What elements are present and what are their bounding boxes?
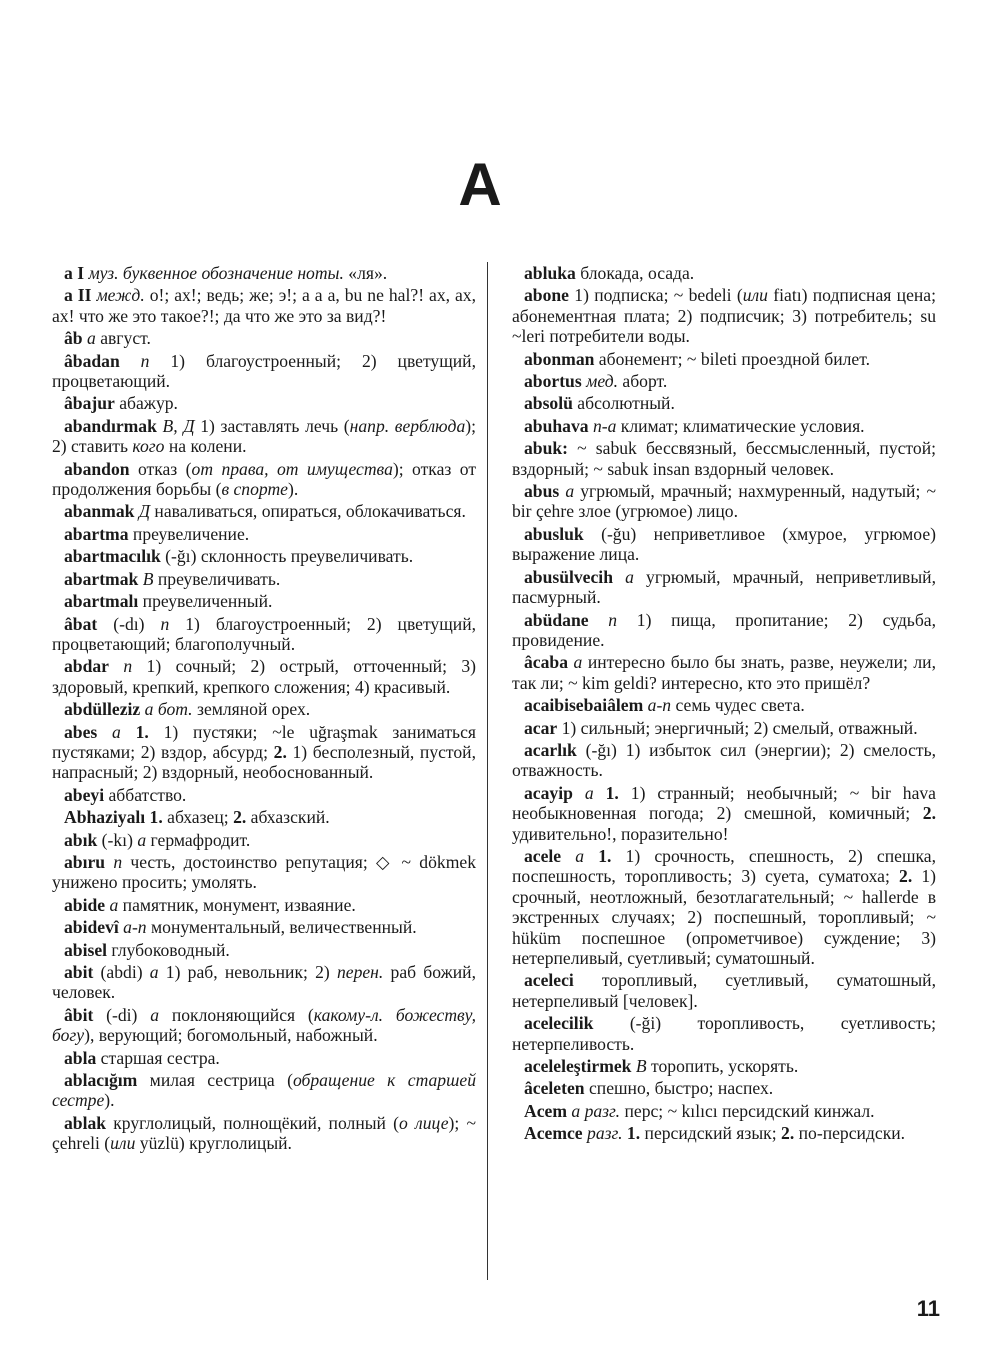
entry-text [589,610,609,630]
headword: abla [64,1047,97,1068]
entry-text: памятник, монумент, изваяние. [118,894,356,915]
entry-text: аббатство. [104,784,187,805]
dictionary-entry [512,438,936,479]
dictionary-entry [52,393,476,413]
entry-text: a [87,328,96,349]
entry-text: (-di) [93,1004,151,1025]
entry-text: n [123,656,133,677]
headword: abusülvecih [524,566,613,587]
entry-text: n [160,613,170,634]
entry-text: какому-л. божеству, богу [52,1004,476,1046]
dictionary-entry [512,783,936,844]
headword: âcaba [524,652,568,673]
entry-text: a бот. [144,699,193,720]
entry-text: о!; ах!; ведь; же; э!; а а а, bu ne hal?! ах, ах, ах! что же это такое?!; да что же это за вид?! [52,285,477,326]
headword: abartmak [64,568,139,589]
dictionary-entry [512,846,936,968]
entry-text: муз. буквенное обозначение ноты. [88,263,344,283]
entry-text: раб божий, человек. [52,962,476,1003]
headword: âceleten [524,1078,585,1099]
entry-text: круглолицый, полнощёкий, полный ( [106,1112,400,1133]
headword: ablak [64,1112,107,1133]
dictionary-entry [52,351,476,392]
headword: Acemce [524,1123,583,1144]
headword: abisel [64,939,108,960]
headword: acaibisebaiâlem [524,695,644,716]
entry-text [584,846,598,866]
dictionary-entry [512,263,936,283]
headword: abandon [64,458,130,479]
entry-text: «ля». [343,263,388,283]
entry-text: В [635,1056,647,1077]
dictionary-entry [512,1056,936,1076]
entry-text: 1) благоустроенный; 2) цветущий, процветающий. [52,350,476,392]
entry-text: абсолютный. [572,393,675,414]
headword: abuk: [524,438,569,459]
entry-text: абхазский. [246,807,330,828]
entry-text: разг. [587,1123,623,1144]
entry-text: абажур. [114,393,178,414]
headword: ablacığım [64,1070,138,1091]
entry-text [561,846,575,866]
entry-text: в спорте [221,479,288,500]
headword: aceleci [524,970,574,991]
entry-text: a разг. [571,1100,621,1121]
entry-text: a-n [647,695,672,716]
dictionary-entry [52,501,476,521]
entry-text: (-ğu) неприветливое (хмурое, угрюмое) выражение лица. [512,523,936,565]
entry-text: персидский язык; [640,1123,782,1144]
headword: abdülleziz [64,699,141,720]
entry-text: 1) благоустроенный; 2) цветущий, процветающий; благополучный. [52,613,477,654]
dictionary-entry [52,524,476,544]
entry-text: старшая сестра. [96,1047,220,1068]
entry-text: поклоняющийся ( [159,1004,314,1025]
entry-text: наваливаться, опираться, облокачиваться. [150,501,466,522]
entry-text: абхазец; [162,807,234,828]
section-letter: A [458,151,502,218]
dictionary-entry [512,524,936,565]
entry-text: монументальный, величественный. [146,917,417,938]
headword: âbat [64,613,98,634]
dictionary-entry [52,1048,476,1068]
headword: acayip [524,782,573,803]
entry-text: n [113,851,123,872]
entry-text: a-n [123,917,147,938]
entry-text: a [584,782,594,803]
entry-text: 1) сочный; 2) острый, отточенный; 3) здоровый, крепкий, крепкого сложения; 4) красивый. [52,656,476,697]
dictionary-entry [52,656,476,697]
dictionary-entry [52,546,476,566]
entry-text: a [149,962,159,982]
entry-text [121,722,136,742]
dictionary-entry [52,1070,476,1111]
left-column [52,263,476,1156]
entry-text: или [742,285,768,306]
entry-text: (-kı) [97,829,138,850]
headword: acarlık [524,739,577,760]
entry-text: перс; ~ kılıcı персидский кинжал. [620,1100,875,1121]
dictionary-entry [52,785,476,805]
dictionary-entry [52,917,476,937]
entry-text: аборт. [618,371,668,392]
dictionary-entry [512,1013,936,1054]
entry-text: кого [132,436,165,457]
entry-text: межд. [96,285,145,306]
entry-text: спешно, быстро; наспех. [584,1078,774,1099]
entry-text: ). [104,1090,115,1111]
dictionary-entry [512,481,936,522]
entry-text: ); 2) ставить [52,415,476,457]
entry-text: угрюмый, мрачный, неприветливый, пасмурный. [512,566,936,608]
dictionary-entry [512,740,936,781]
entry-text: (-ğı) 1) избыток сил (энергии); 2) смелость, отважность. [512,739,936,781]
entry-text: 1. [626,1123,641,1144]
entry-text: угрюмый, мрачный; нахмуренный, надутый; ~ bir çehre злое (угрюмое) лицо. [512,481,936,522]
entry-text: или [110,1133,136,1154]
headword: abonman [524,348,595,369]
entry-text: a [573,652,583,673]
entry-text: преувеличивать. [153,568,281,589]
entry-text: (abdi) [93,962,150,982]
entry-text: ), верующий; богомольный, набожный. [84,1025,378,1046]
dictionary-entry [512,416,936,436]
entry-text: от права, от имущества [191,458,393,479]
page-number: 11 [916,1296,940,1321]
entry-text: a [137,829,147,850]
right-column [512,263,936,1146]
entry-text: (-dı) [97,613,161,634]
dictionary-entry [52,1113,476,1154]
dictionary-entry [52,940,476,960]
dictionary-entry [512,610,936,651]
entry-text: a [112,721,121,742]
headword: abes [64,721,98,742]
entry-text: 1) подписка; ~ bedeli ( [568,285,743,306]
dictionary-entry [52,852,476,893]
dictionary-entry [52,569,476,589]
headword: Abhaziyalı [64,807,146,828]
dictionary-entry [512,567,936,608]
headword: abık [64,829,98,850]
headword: abartmacılık [64,546,161,567]
dictionary-entry [512,1123,936,1143]
entry-text: yüzlü) круглолицый. [135,1133,292,1154]
headword: abeyi [64,784,105,805]
headword: abit [64,962,94,982]
dictionary-entry [52,591,476,611]
entry-text: блокада, осада. [575,263,695,283]
entry-text: n-a [592,415,617,436]
entry-text: (-ği) торопливость, суетливость; нетерпеливость. [512,1013,936,1054]
entry-text: 1) срочный, неотложный, безотлагательный; ~ hallerde в экстренных случаях; 2) поспешный, торопливый; ~ hüküm поспешное (опрометчивое) суждение; 3) нетерпеливый, суетливый; суматошный. [512,866,936,968]
dictionary-entry [52,699,476,719]
headword: abone [524,285,569,306]
entry-text: 2. [233,807,247,828]
entry-text: 1) странный; необычный; ~ bir hava необыкновенная погода; 2) смешной, комичный; [512,782,936,824]
entry-text: семь чудес света. [671,695,805,716]
headword: abide [64,894,106,915]
dictionary-entry [512,393,936,413]
dictionary-entry [512,1078,936,1098]
headword: âbajur [64,393,115,414]
entry-text: честь, достоинство репутация; ◇ ~ dökmek унижено просить; умолять. [52,851,476,893]
entry-text: перен. [336,962,384,982]
entry-text: 1. [149,807,163,828]
dictionary-entry [52,962,476,1003]
entry-text: по-персидски. [794,1123,906,1144]
entry-text: 2. [899,866,913,887]
entry-text: земляной орех. [192,699,311,720]
headword: abüdane [524,609,589,630]
headword: a II [64,285,92,306]
entry-text: ); ~ çehreli ( [52,1112,476,1154]
entry-text [613,567,625,587]
entry-text: мед. [586,371,618,392]
headword: acelecilik [524,1013,594,1034]
headword: Acem [524,1100,567,1121]
entry-text: 1) пустяки; ~le uğraşmak заниматься пустяками; 2) вздор, абсурд; [52,721,476,762]
entry-text: ); отказ от продолжения борьбы ( [52,458,477,500]
entry-text: напр. верблюда [349,415,466,436]
dictionary-entry [512,371,936,391]
entry-text: 1) бесполезный, пустой, напрасный; 2) вздорный, необоснованный. [52,741,476,783]
entry-text: о лице [399,1112,449,1133]
entry-text: 1) срочность, спешность, 2) спешка, поспешность, торопливость; 3) суета, суматоха; [512,845,936,887]
dictionary-entry [52,459,476,500]
entry-text: a [150,1004,160,1025]
dictionary-entry [52,830,476,850]
entry-text [573,783,585,803]
headword: abluka [524,263,576,283]
dictionary-entry [512,652,936,693]
entry-text: преувеличенный. [138,591,273,612]
entry-text [594,783,606,803]
entry-text: август. [95,328,151,349]
headword: acar [524,717,558,738]
column-divider [487,262,488,1280]
entry-text [97,722,112,742]
entry-text: глубоководный. [107,939,230,960]
entry-text: милая сестрица ( [137,1070,293,1091]
entry-text: 1) сильный; энергичный; 2) смелый, отважный. [557,717,918,738]
entry-text: 2. [781,1123,795,1144]
entry-text: гермафродит. [146,829,251,850]
entry-text: n [608,609,618,630]
entry-text: обращение к старшей сестре [52,1070,476,1111]
headword: âbadan [64,350,120,371]
entry-text: торопить, ускорять. [646,1056,799,1077]
dictionary-entry [512,1101,936,1121]
entry-text: ). [287,479,299,500]
dictionary-entry [512,349,936,369]
dictionary-entry [52,895,476,915]
headword: abusluk [524,523,584,544]
entry-text: a [109,894,119,915]
entry-text: 1) раб, невольник; 2) [158,962,337,982]
headword: acele [524,845,562,866]
entry-text: 1) заставлять лечь ( [194,415,350,436]
headword: abandırmak [64,415,157,436]
dictionary-entry [52,263,476,283]
dictionary-entry [52,722,476,783]
entry-text [109,656,123,676]
dictionary-entry [52,328,476,348]
entry-text: Д [138,501,151,522]
entry-text: 1. [605,782,619,803]
entry-text: удивительно!, поразительно! [512,823,729,844]
entry-text: a [625,566,634,587]
entry-text: климат; климатические условия. [616,415,865,436]
entry-text: ~ sabuk бессвязный, бессмысленный, пустой; вздорный; ~ sabuk insan вздорный человек. [512,438,936,479]
headword: âb [64,328,83,349]
entry-text: 1. [135,721,149,742]
dictionary-entry [52,807,476,827]
entry-text: 2. [273,741,287,762]
dictionary-entry [52,614,476,655]
headword: aceleleştirmek [524,1056,632,1077]
headword: abuhava [524,415,589,436]
entry-text: В [142,568,154,589]
entry-text: на колени. [164,436,247,457]
entry-text: 1. [598,845,612,866]
entry-text: преувеличение. [128,523,250,544]
entry-text: В, Д [162,415,195,436]
entry-text: отказ ( [129,458,192,479]
entry-text [120,351,141,371]
entry-text: 2. [922,803,936,824]
headword: abus [524,481,560,502]
headword: abartmalı [64,591,139,612]
entry-text: торопливый, суетливый, суматошный, нетерпеливый [человек]. [512,970,936,1011]
dictionary-entry [52,1005,476,1046]
headword: abdar [64,656,109,677]
headword: abartma [64,523,129,544]
headword: a I [64,263,85,283]
entry-text: n [140,350,150,371]
headword: abanmak [64,501,135,522]
entry-text: a [575,845,585,866]
entry-text: абонемент; ~ bileti проездной билет. [594,348,870,369]
entry-text: интересно было бы знать, разве, неужели; ли, так ли; ~ kim geldi? интересно, кто это пришёл? [512,652,936,693]
dictionary-entry [52,285,476,326]
dictionary-entry [512,285,936,346]
headword: abortus [524,371,582,392]
entry-text: (-ğı) склонность преувеличивать. [160,546,414,567]
dictionary-entry [52,416,476,457]
entry-text: a [565,481,575,502]
dictionary-entry [512,970,936,1011]
headword: abıru [64,851,106,872]
entry-text: fiatı) подписная цена; абонементная плата; 2) подписчик; 3) потребитель; su ~leri потребители воды. [512,285,936,347]
entry-text: 1) пища, пропитание; 2) судьба, провидение. [512,609,936,650]
dictionary-entry [512,718,936,738]
headword: âbit [64,1004,94,1025]
dictionary-entry [512,695,936,715]
headword: absolü [524,393,573,414]
headword: abidevî [64,917,119,938]
